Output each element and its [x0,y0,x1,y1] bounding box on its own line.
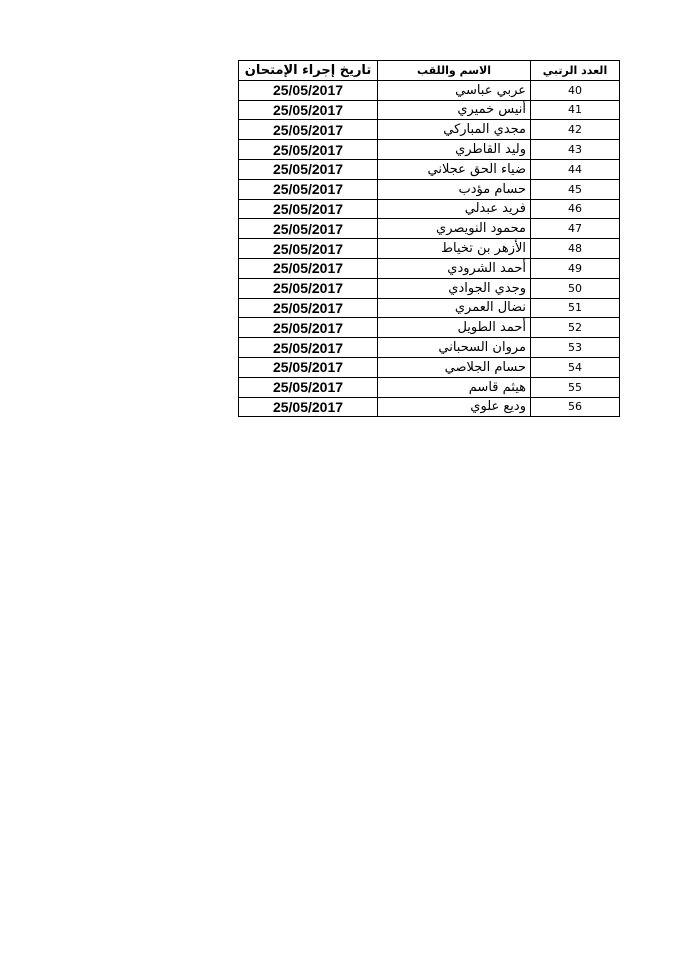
table-body [239,80,620,417]
row-exam-date: 25/05/2017 [239,397,378,417]
row-number: 56 [531,397,620,417]
row-exam-date: 25/05/2017 [239,199,378,219]
row-number: 41 [531,100,620,120]
row-exam-date: 25/05/2017 [239,120,378,140]
row-name: هيثم قاسم [378,377,531,397]
row-number: 53 [531,338,620,358]
table-row [239,357,620,377]
table-row [239,80,620,100]
row-exam-date: 25/05/2017 [239,80,378,100]
row-exam-date: 25/05/2017 [239,100,378,120]
header-exam-date: تاريخ إجراء الإمتحان [239,61,378,81]
table-row [239,377,620,397]
header-number: العدد الرتبي [531,61,620,81]
row-name: عربي عباسي [378,80,531,100]
row-name: الأزهر بن تخياط [378,239,531,259]
table-header-row [239,61,620,81]
row-name: وليد القاطري [378,140,531,160]
row-number: 55 [531,377,620,397]
table-row [239,318,620,338]
row-exam-date: 25/05/2017 [239,239,378,259]
table-row [239,159,620,179]
table-row [239,199,620,219]
row-name: أحمد الشرودي [378,258,531,278]
row-name: مجدي المباركي [378,120,531,140]
row-number: 48 [531,239,620,259]
row-name: حسام الجلاصي [378,357,531,377]
row-number: 49 [531,258,620,278]
row-name: مروان السحباني [378,338,531,358]
row-exam-date: 25/05/2017 [239,219,378,239]
table-row [239,179,620,199]
row-number: 43 [531,140,620,160]
row-name: أنيس خميري [378,100,531,120]
row-number: 40 [531,80,620,100]
row-name: نضال العمري [378,298,531,318]
row-name: حسام مؤدب [378,179,531,199]
row-name: وديع علوي [378,397,531,417]
row-exam-date: 25/05/2017 [239,140,378,160]
row-number: 45 [531,179,620,199]
row-number: 50 [531,278,620,298]
row-number: 52 [531,318,620,338]
table-row [239,140,620,160]
table-row [239,397,620,417]
row-exam-date: 25/05/2017 [239,179,378,199]
row-exam-date: 25/05/2017 [239,258,378,278]
table-row [239,278,620,298]
table-row [239,100,620,120]
row-number: 46 [531,199,620,219]
table-row [239,239,620,259]
row-exam-date: 25/05/2017 [239,159,378,179]
table-row [239,219,620,239]
row-number: 51 [531,298,620,318]
table-row [239,120,620,140]
exam-schedule-table [238,60,620,417]
row-exam-date: 25/05/2017 [239,298,378,318]
row-name: محمود النويصري [378,219,531,239]
row-exam-date: 25/05/2017 [239,318,378,338]
header-name: الاسم واللقب [378,61,531,81]
table-row [239,298,620,318]
row-exam-date: 25/05/2017 [239,377,378,397]
row-name: أحمد الطويل [378,318,531,338]
row-name: فريد عبدلي [378,199,531,219]
row-name: وجدي الجوادي [378,278,531,298]
row-exam-date: 25/05/2017 [239,278,378,298]
row-number: 44 [531,159,620,179]
row-number: 47 [531,219,620,239]
exam-schedule-sheet [238,60,619,417]
row-exam-date: 25/05/2017 [239,338,378,358]
row-number: 54 [531,357,620,377]
table-row [239,258,620,278]
row-name: ضياء الحق عجلاني [378,159,531,179]
table-row [239,338,620,358]
row-number: 42 [531,120,620,140]
row-exam-date: 25/05/2017 [239,357,378,377]
